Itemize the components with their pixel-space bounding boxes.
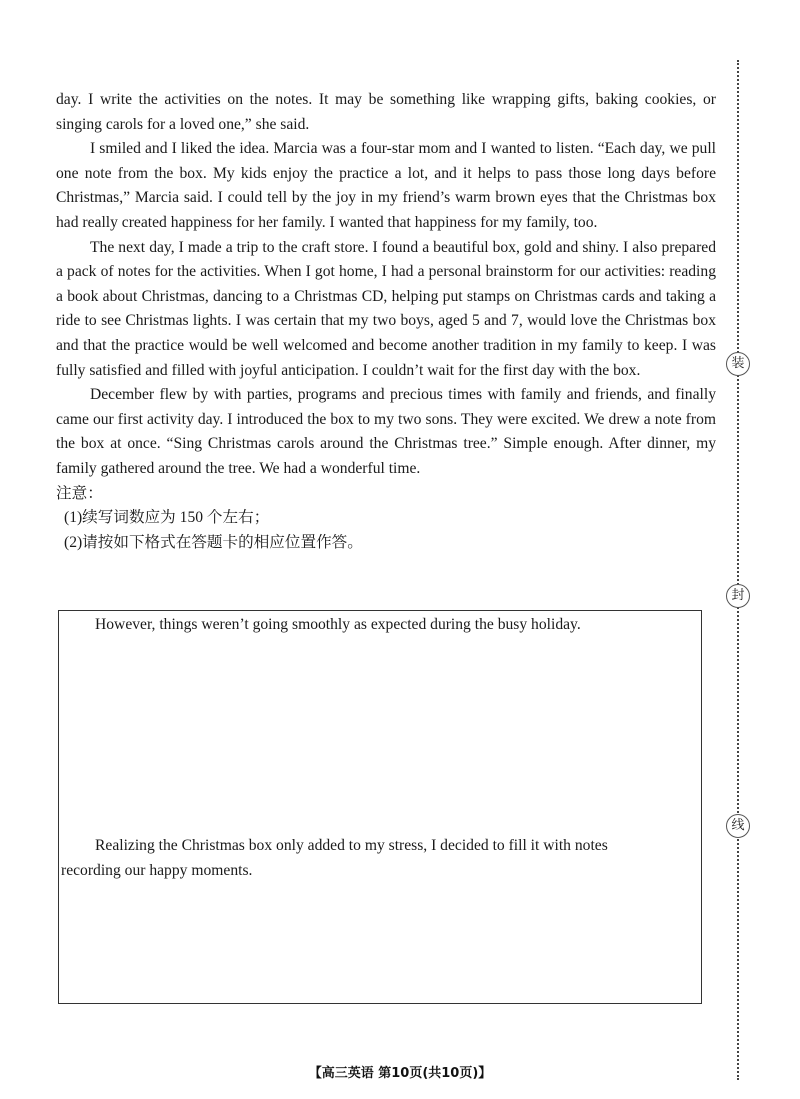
binding-dotted-line — [737, 60, 739, 1080]
binding-mark-zhuang: 装 — [726, 352, 750, 376]
continuation-second-line — [59, 834, 701, 883]
binding-mark-feng: 封 — [726, 584, 750, 608]
second-line-part-1: Realizing the Christmas box only added to my stress, I decided to fill it with notes — [95, 837, 608, 854]
notes-title: 注意： — [56, 484, 103, 502]
second-line-part-2: recording our happy moments. — [61, 861, 253, 879]
note-item-2: (2)请按如下格式在答题卡的相应位置作答。 — [64, 533, 363, 551]
paragraph-1: day. I write the activities on the notes. It may be something like wrapping gifts, baking cookies, or singing carols for a loved one,” she said. — [56, 91, 716, 133]
note-item-1: (1)续写词数应为 150 个左右； — [64, 509, 270, 527]
binding-mark-xian: 线 — [726, 814, 750, 838]
passage — [56, 88, 716, 555]
paragraph-2: I smiled and I liked the idea. Marcia was a four-star mom and I wanted to listen. “Each day, we pull one note from the box. My kids enjoy the practice a lot, and it helps to pass those long days before Christmas,” Marcia said. I could tell by the joy in my friend’s warm brown eyes that the Christmas box had really created happiness for her family. I wanted that happiness for my family, too. — [56, 140, 716, 231]
paragraph-3: The next day, I made a trip to the craft store. I found a beautiful box, gold and shiny. I also prepared a pack of notes for the activities. When I got home, I had a personal brainstorm for our activities: reading a book about Christmas, dancing to a Christmas CD, helping put stamps on Christmas cards and taking a ride to see Christmas lights. I was certain that my two boys, aged 5 and 7, would love the Christmas box and that the practice would be well welcomed and become another tradition in my family to keep. I was fully satisfied and filled with joyful anticipation. I couldn’t wait for the first day with the box. — [56, 238, 716, 379]
page-footer: 【高三英语 第10页(共10页)】 — [308, 1066, 492, 1081]
answer-box — [58, 610, 702, 1004]
continuation-first-line: However, things weren’t going smoothly as expected during the busy holiday. — [95, 616, 581, 633]
paragraph-4: December flew by with parties, programs and precious times with family and friends, and finally came our first activity day. I introduced the box to my two sons. They were excited. We drew a note from the box at once. “Sing Christmas carols around the Christmas tree.” Simple enough. After dinner, my family gathered around the tree. We had a wonderful time. — [56, 386, 716, 477]
